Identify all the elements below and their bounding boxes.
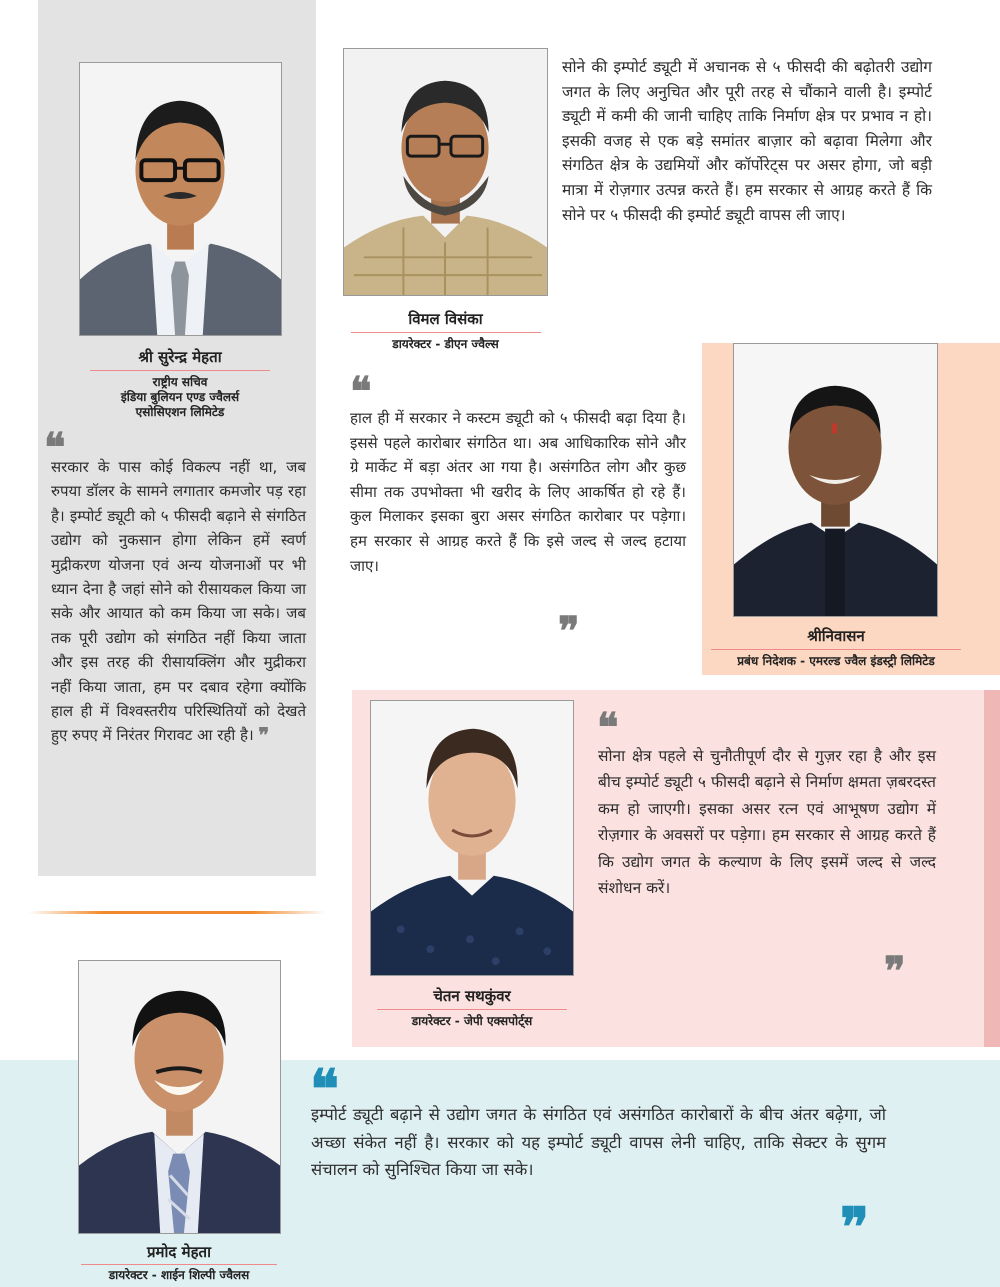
vimal-caption [343, 309, 548, 352]
pink-panel-edge [984, 690, 1000, 1047]
caption-rule [377, 1009, 567, 1010]
close-quote-icon: ❞ [840, 1195, 870, 1259]
close-quote-icon: ❞ [884, 948, 906, 995]
open-quote-icon: ❝ [350, 368, 372, 415]
pramod-quote-text: इम्पोर्ट ड्यूटी बढ़ाने से उद्योग जगत के संगठित एवं असंगठित कारोबारों के बीच अंतर बढ़ेगा, जो अच्छा संकेत नहीं है। सरकार को यह इम्पोर्ट ड्यूटी वापस लेनी चाहिए, ताकि सेक्टर के सुगम संचालन को सुनिश्चित किया जा सके। [311, 1105, 886, 1179]
pramod-role: डायरेक्टर - शाईन शिल्पी ज्वैलस [108, 1268, 250, 1282]
open-quote-icon: ❝ [44, 424, 66, 471]
srinivasan-role: प्रबंध निदेशक - एमरल्ड ज्वैल इंडस्ट्री लिमिटेड [737, 654, 935, 668]
chetan-quote [598, 743, 936, 901]
vimal-name: विमल विसंका [408, 310, 483, 328]
surendra-role-line-1: राष्ट्रीय सचिव [152, 375, 208, 389]
pramod-mehta-photo [78, 960, 281, 1234]
srinivasan-caption [705, 626, 967, 669]
surendra-role-line-3: एसोसिएशन लिमिटेड [135, 405, 225, 419]
vimal-quote [562, 55, 932, 227]
pramod-quote [311, 1101, 886, 1184]
caption-rule [90, 370, 270, 371]
chetan-name: चेतन सथकुंवर [433, 987, 511, 1005]
chetan-sathkunwar-photo [370, 700, 574, 976]
caption-rule [351, 332, 541, 333]
chetan-caption [370, 986, 574, 1029]
chetan-quote-text: सोना क्षेत्र पहले से चुनौतीपूर्ण दौर से गुज़र रहा है और इस बीच इम्पोर्ट ड्यूटी ५ फीसदी बढ़ाने से निर्माण क्षमता ज़बरदस्त कम हो जाएगी। इसका असर रत्न एवं आभूषण उद्योग में रोज़गार के अवसरों पर पड़ेगा। हम सरकार से आग्रह करते हैं कि उद्योग जगत के कल्याण के लिए इसमें जल्द से जल्द संशोधन करें। [598, 747, 936, 898]
open-quote-icon: ❝ [597, 704, 619, 751]
surendra-caption [80, 347, 280, 420]
srinivasan-name: श्रीनिवासन [807, 627, 865, 645]
vimal-quote-text: सोने की इम्पोर्ट ड्यूटी में अचानक से ५ फीसदी की बढ़ोतरी उद्योग जगत के लिए अनुचित और पूरी तरह से चौंकाने वाली है। इम्पोर्ट ड्यूटी में कमी की जानी चाहिए ताकि निर्माण क्षेत्र पर प्रभाव न हो। इसकी वजह से एक बड़े समांतर बाज़ार को बढ़ावा मिलेगा और संगठित क्षेत्र के उद्यमियों और कॉर्पोरेट्स पर असर होगा, जो बड़ी मात्रा में रोज़गार उत्पन्न करते हैं। हम सरकार से आग्रह करते हैं कि सोने पर ५ फीसदी की इम्पोर्ट ड्यूटी वापस ली जाए। [562, 58, 932, 224]
surendra-quote [51, 455, 306, 748]
caption-rule [81, 1264, 277, 1265]
surendra-role-line-2: इंडिया बुलियन एण्ड ज्वैलर्स [120, 390, 240, 404]
srinivasan-photo [733, 343, 938, 617]
surendra-quote-text: सरकार के पास कोई विकल्प नहीं था, जब रुपया डॉलर के सामने लगातार कमजोर पड़ रहा है। इम्पोर्ट ड्यूटी को ५ फीसदी बढ़ाने से संगठित उद्योग को नुकसान होगा लेकिन हमें स्वर्ण मुद्रीकरण योजना एवं अन्य योजनाओं पर भी ध्यान देना है जहां सोने को रीसायकल किया जा सके और आयात को कम किया जा सके। जब तक पूरी उद्योग को संगठित नहीं किया जाता और इस तरह की रीसायक्लिंग और मुद्रीकरा नहीं किया जाता, हम पर दबाव रहेगा क्योंकि हाल ही में विश्वस्तरीय परिस्थितियों को देखते हुए रुपए में निरंतर गिरावट आ रही है। [51, 458, 306, 745]
pramod-caption [70, 1242, 288, 1283]
close-quote-icon: ❞ [258, 723, 270, 748]
srinivasan-quote-text: हाल ही में सरकार ने कस्टम ड्यूटी को ५ फीसदी बढ़ा दिया है। इससे पहले कारोबार संगठित था। अब आधिकारिक सोने और ग्रे मार्केट में बड़ा अंतर आ गया है। असंगठित लोग और कुछ सीमा तक उपभोक्ता भी खरीद के लिए आकर्षित हो रहे हैं। कुल मिलाकर इसका बुरा असर संगठित कारोबार पर पड़ेगा। हम सरकार से आग्रह करते हैं कि इसे जल्द से जल्द हटाया जाए। [350, 409, 686, 575]
vimal-role: डायरेक्टर - डीएन ज्वैल्स [392, 337, 499, 351]
surendra-name: श्री सुरेन्द्र मेहता [138, 348, 222, 366]
surendra-mehta-photo [79, 62, 282, 336]
vimal-visanka-photo [343, 48, 548, 296]
caption-rule [711, 649, 961, 650]
orange-divider [28, 911, 326, 914]
chetan-role: डायरेक्टर - जेपी एक्सपोर्ट्स [411, 1014, 533, 1028]
close-quote-icon: ❞ [558, 608, 580, 655]
pramod-name: प्रमोद मेहता [147, 1243, 211, 1261]
srinivasan-quote [350, 406, 686, 578]
open-quote-icon: ❝ [310, 1057, 340, 1121]
